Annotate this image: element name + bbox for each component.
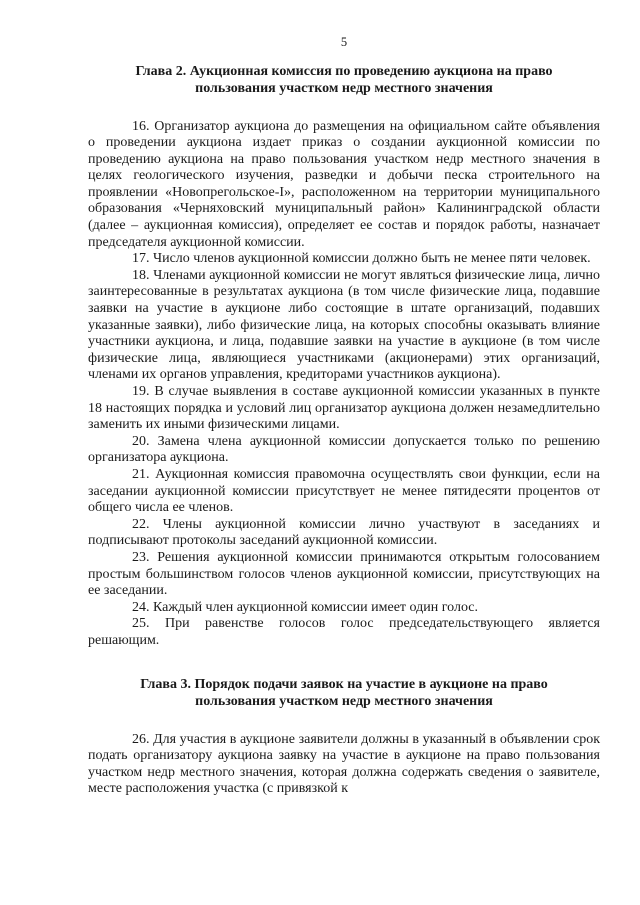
- paragraph-21: 21. Аукционная комиссия правомочна осуществлять свои функции, если на заседании аукционной комиссии присутствует не менее пятидесяти процентов от общего числа ее членов.: [88, 466, 600, 516]
- paragraph-23: 23. Решения аукционной комиссии принимаются открытым голосованием простым большинством голосов членов аукционной комиссии, присутствующих на ее заседании.: [88, 549, 600, 599]
- chapter-2-heading-line-1: Глава 2. Аукционная комиссия по проведению аукциона на право: [135, 63, 553, 79]
- chapter-2-body: [88, 119, 600, 650]
- paragraph-20: 20. Замена члена аукционной комиссии допускается только по решению организатора аукциона.: [88, 433, 600, 466]
- paragraph-25: 25. При равенстве голосов голос председательствующего является решающим.: [88, 616, 600, 648]
- chapter-2-heading-line-2: пользования участком недр местного значения: [195, 80, 493, 96]
- page-number: 5: [340, 35, 348, 49]
- paragraph-16: 16. Организатор аукциона до размещения на официальном сайте объявления о проведении аукциона издает приказ о создании аукционной комиссии по проведению аукциона на право пользования участком недр местного значения в целях геологического изучения, разведки и добычи песка строительного на проявлении «Новопрегольское-I», расположенном на территории муниципального образования «Черняховский муниципальный район» Калининградской области (далее – аукционная комиссия), определяет ее состав и порядок работы, назначает председателя аукционной комиссии.: [88, 118, 600, 250]
- chapter-3-heading: [88, 676, 600, 710]
- paragraph-24: 24. Каждый член аукционной комиссии имеет один голос.: [132, 599, 479, 615]
- document-page: [88, 36, 600, 798]
- paragraph-19: 19. В случае выявления в составе аукционной комиссии указанных в пункте 18 настоящих порядка и условий лиц организатор аукциона должен незамедлительно заменить их иными физическими лицами.: [88, 384, 600, 433]
- paragraph-17: 17. Число членов аукционной комиссии должно быть не менее пяти человек.: [132, 251, 591, 267]
- chapter-3-body: [88, 732, 600, 798]
- paragraph-22: 22. Члены аукционной комиссии лично участвуют в заседаниях и подписывают протоколы заседаний аукционной комиссии.: [88, 516, 600, 549]
- chapter-3-heading-line-1: Глава 3. Порядок подачи заявок на участие в аукционе на право: [140, 676, 548, 692]
- chapter-2-heading: [88, 63, 600, 97]
- paragraph-26: 26. Для участия в аукционе заявители должны в указанный в объявлении срок подать организатору аукциона заявку на участие в аукционе на право пользования участком недр местного значения, которая должна содержать сведения о заявителе, месте расположения участка (с привязкой к: [88, 731, 600, 797]
- chapter-3-heading-line-2: пользования участком недр местного значения: [195, 693, 493, 709]
- paragraph-18: 18. Членами аукционной комиссии не могут являться физические лица, лично заинтересованные в результатах аукциона (в том числе физические лица, подавшие заявки на участие в аукционе либо состоящие в штате организаций, подавших указанные заявки), либо физические лица, на которых способны оказывать влияние участники аукциона, и лица, подавшие заявки на участие в аукционе (в том числе физические лица, являющиеся участниками (акционерами) этих организаций, членами их органов управления, кредиторами участников аукциона).: [88, 267, 600, 383]
